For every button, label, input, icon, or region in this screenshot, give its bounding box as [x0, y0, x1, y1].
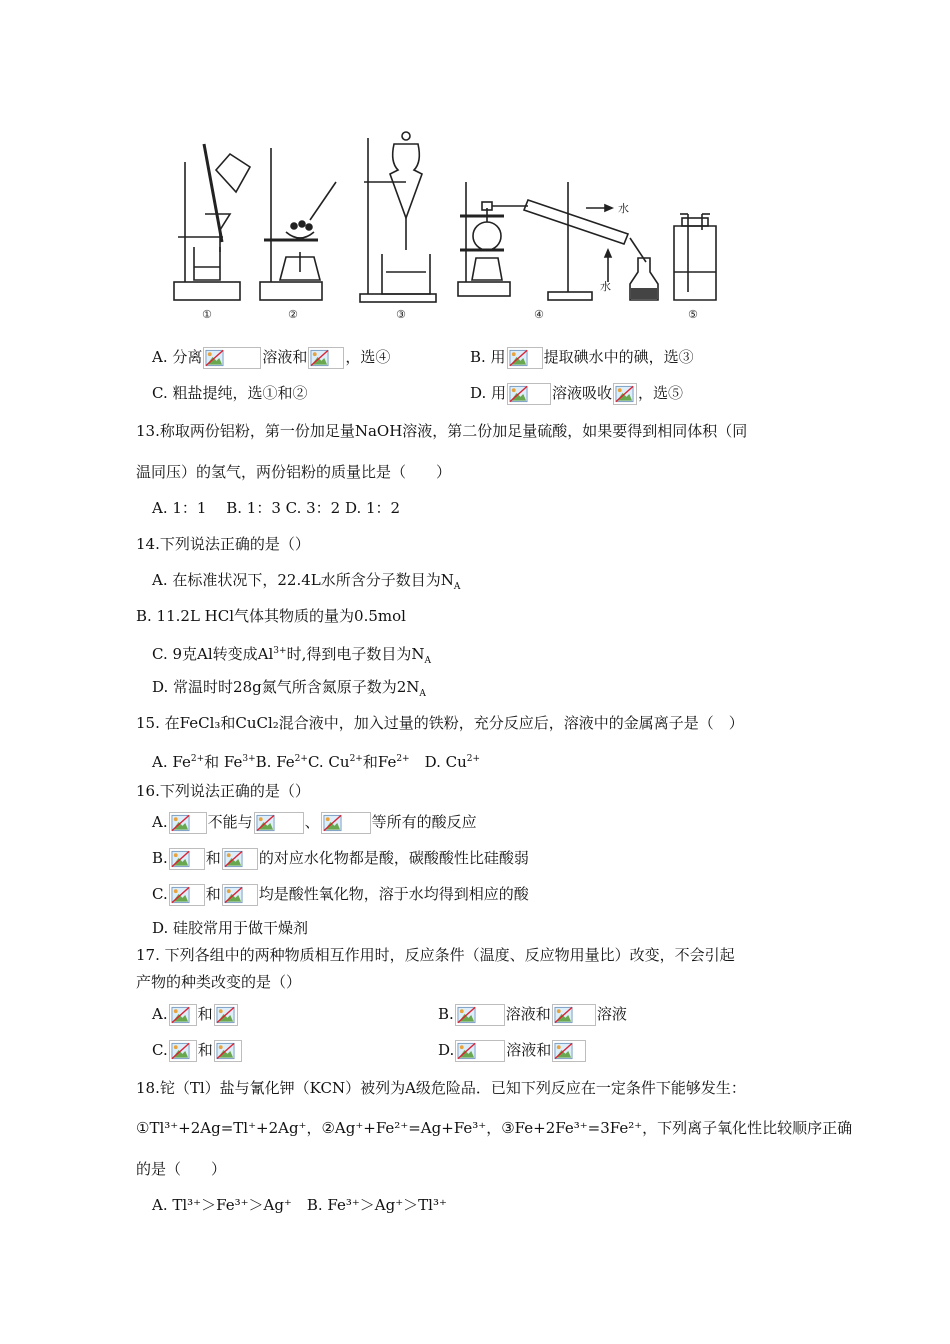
broken-image-icon	[552, 1004, 596, 1026]
broken-image-icon	[169, 1040, 197, 1062]
q14-option-a: A. 在标准状况下，22.4L水所含分子数目为$N_A$	[152, 571, 461, 592]
broken-image-icon	[169, 884, 205, 906]
broken-image-icon	[308, 347, 344, 369]
q15-stem: 15. 在FeCl₃和CuCl₂混合液中，加入过量的铁粉，充分反应后，溶液中的金属离子是（ ）	[136, 714, 744, 732]
broken-image-icon	[214, 1040, 242, 1062]
broken-image-icon	[222, 884, 258, 906]
q14-stem: 14.下列说法正确的是（）	[136, 535, 310, 553]
q12-option-c: C. 粗盐提纯，选①和②	[152, 384, 308, 402]
q16-option-b: B. 和 的对应水化物都是酸，碳酸酸性比硅酸弱	[152, 848, 529, 870]
fig-label-3: ③	[396, 308, 406, 321]
q16-option-c: C. 和 均是酸性氧化物，溶于水均得到相应的酸	[152, 884, 529, 906]
broken-image-icon	[552, 1040, 586, 1062]
water-in-label: 水	[600, 280, 611, 293]
q13-stem-line1: 13.称取两份铝粉，第一份加足量NaOH溶液，第二份加足量硫酸，如果要得到相同体积（同	[136, 422, 748, 440]
broken-image-icon	[507, 347, 543, 369]
broken-image-icon	[321, 812, 371, 834]
q17-option-a: A. 和	[152, 1004, 239, 1026]
broken-image-icon	[214, 1004, 238, 1026]
q18-stem-line3: 的是（ ）	[136, 1160, 227, 1178]
water-out-label: 水	[618, 202, 629, 215]
q14-option-c: C. 9克Al转变成$Al^{3+}$时,得到电子数目为$N_A$	[152, 645, 431, 666]
broken-image-icon	[455, 1040, 505, 1062]
broken-image-icon	[222, 848, 258, 870]
q12-option-a: A. 分离 溶液和 ，选④	[152, 347, 390, 369]
q18-options: A. Tl³⁺＞Fe³⁺＞Ag⁺ B. Fe³⁺＞Ag⁺＞Tl³⁺	[152, 1196, 447, 1214]
broken-image-icon	[169, 848, 205, 870]
q14-option-d: D. 常温时时28g氮气所含氮原子数为$2N_A$	[152, 678, 426, 699]
q15-options: A. $Fe^{2+}$和 $Fe^{3+}B$. $Fe^{2+}C$. $Cu^{2+}$和$Fe^{2+}$ D. $Cu^{2+}$	[152, 753, 481, 771]
q18-stem-line1: 18.铊（Tl）盐与氰化钾（KCN）被列为A级危险品．已知下列反应在一定条件下能够发生：	[136, 1079, 746, 1097]
q16-option-d: D. 硅胶常用于做干燥剂	[152, 919, 309, 937]
q12-option-d: D. 用 溶液吸收 ，选⑤	[470, 383, 683, 405]
fig-label-5: ⑤	[688, 308, 698, 321]
q12-option-b: B. 用 提取碘水中的碘，选③	[470, 347, 694, 369]
broken-image-icon	[455, 1004, 505, 1026]
fig-label-2: ②	[288, 308, 298, 321]
broken-image-icon	[613, 383, 637, 405]
q18-stem-line2: ①Tl³⁺+2Ag=Tl⁺+2Ag⁺，②Ag⁺+Fe²⁺=Ag+Fe³⁺，③Fe+2Fe³⁺=3Fe²⁺，下列离子氧化性比较顺序正确	[136, 1119, 853, 1137]
q16-option-a: A. 不能与 、 等所有的酸反应	[152, 812, 477, 834]
q17-option-d: D. 溶液和	[438, 1040, 587, 1062]
q13-options: A. 1：1 B. 1：3 C. 3：2 D. 1：2	[152, 499, 401, 517]
q17-option-c: C. 和	[152, 1040, 243, 1062]
broken-image-icon	[203, 347, 261, 369]
apparatus-figure	[168, 122, 728, 322]
q17-stem-line1: 17. 下列各组中的两种物质相互作用时，反应条件（温度、反应物用量比）改变，不会引起	[136, 946, 735, 964]
q13-stem-line2: 温同压）的氢气，两份铝粉的质量比是（ ）	[136, 463, 452, 481]
q17-stem-line2: 产物的种类改变的是（）	[136, 973, 302, 991]
broken-image-icon	[507, 383, 551, 405]
q17-option-b: B. 溶液和 溶液	[438, 1004, 627, 1026]
fig-label-4: ④	[534, 308, 544, 321]
q16-stem: 16.下列说法正确的是（）	[136, 782, 310, 800]
q14-option-b: B. 11.2L HCl气体其物质的量为0.5mol	[136, 607, 406, 625]
fig-label-1: ①	[202, 308, 212, 321]
broken-image-icon	[169, 1004, 197, 1026]
broken-image-icon	[169, 812, 207, 834]
broken-image-icon	[254, 812, 304, 834]
